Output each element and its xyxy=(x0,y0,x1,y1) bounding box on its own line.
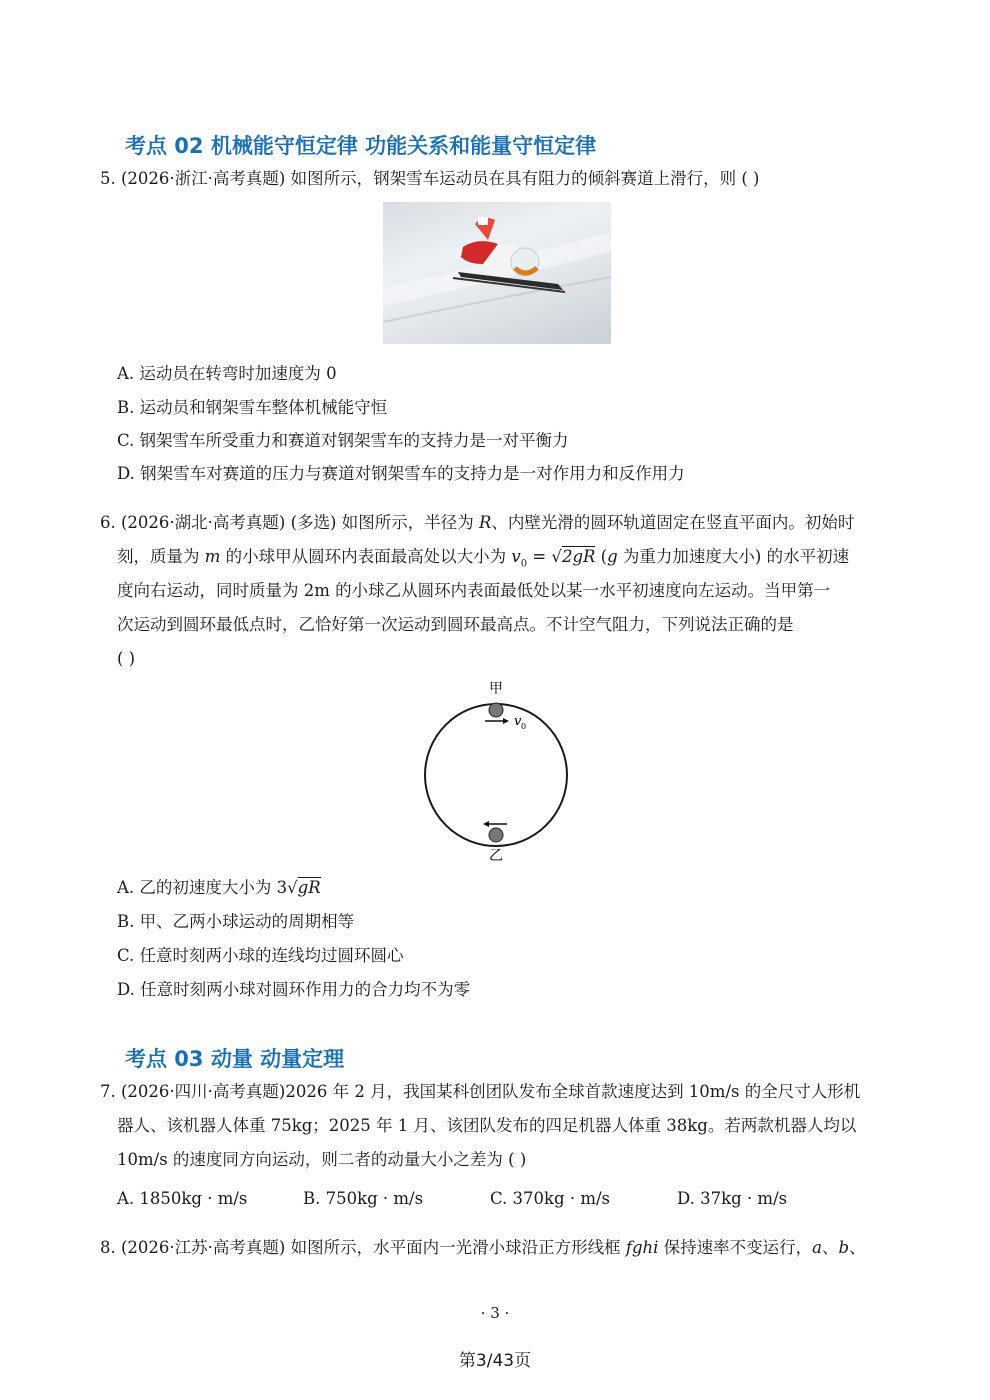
q6-option-a-radicand: gR xyxy=(297,878,321,897)
q6-option-b: B. 甲、乙两小球运动的周期相等 xyxy=(117,912,355,931)
q6-text: 为重力加速度大小) 的水平初速 xyxy=(617,547,850,566)
q6-line-3: 度向右运动，同时质量为 2m 的小球乙从圆环内表面最低处以某一水平初速度向左运动。当甲第一 xyxy=(117,581,831,600)
q8-text: 、 xyxy=(822,1238,839,1257)
label-v0-sub: 0 xyxy=(521,722,527,731)
q6-var-r: R xyxy=(478,513,492,532)
q8-text: 保持速率不变运行， xyxy=(658,1238,813,1257)
section-heading-03: 考点 03 动量 动量定理 xyxy=(125,1047,345,1071)
page-counter: 第3/43页 xyxy=(458,1351,532,1371)
q5-option-a: A. 运动员在转弯时加速度为 0 xyxy=(117,364,337,383)
skeleton-sled-photo xyxy=(383,202,611,344)
q6-option-a-text: A. 乙的初速度大小为 3 xyxy=(117,878,288,897)
q8-var-a: a xyxy=(812,1238,823,1257)
arrowhead-left-icon xyxy=(483,821,489,827)
page-number-mark: · 3 · xyxy=(480,1304,510,1322)
q6-line-2 xyxy=(117,546,849,575)
section-heading-02: 考点 02 机械能守恒定律 功能关系和能量守恒定律 xyxy=(125,134,597,158)
q6-radicand: 2gR xyxy=(561,547,596,566)
q6-text: 的小球甲从圆环内表面最高处以大小为 xyxy=(220,547,512,566)
q8-var-b: b xyxy=(838,1238,850,1257)
arrowhead-right-icon xyxy=(503,718,509,724)
q6-option-a xyxy=(117,877,321,899)
skeleton-athlete-image xyxy=(383,202,611,344)
q6-text: 6. (2026·湖北·高考真题) (多选) 如图所示，半径为 xyxy=(100,513,479,532)
q8-line-1 xyxy=(100,1237,866,1259)
q6-equals-sqrt: = √ xyxy=(527,547,562,566)
q6-line-5: ( ) xyxy=(117,649,136,668)
q8-text: 8. (2026·江苏·高考真题) 如图所示，水平面内一光滑小球沿正方形线框 xyxy=(100,1238,626,1257)
q6-option-d: D. 任意时刻两小球对圆环作用力的合力均不为零 xyxy=(117,980,471,999)
q6-var-v: v xyxy=(511,547,521,566)
q5-option-d: D. 钢架雪车对赛道的压力与赛道对钢架雪车的支持力是一对作用力和反作用力 xyxy=(117,464,685,483)
q5-option-b: B. 运动员和钢架雪车整体机械能守恒 xyxy=(117,398,388,417)
q5-option-c: C. 钢架雪车所受重力和赛道对钢架雪车的支持力是一对平衡力 xyxy=(117,431,569,450)
q7-option-c: C. 370kg · m/s xyxy=(490,1189,610,1208)
q8-text: 、 xyxy=(849,1238,866,1257)
q6-line-4: 次运动到圆环最低点时，乙恰好第一次运动到圆环最高点。不计空气阻力，下列说法正确的是 xyxy=(117,615,794,634)
q6-var-m: m xyxy=(204,547,221,566)
q6-text: 刻，质量为 xyxy=(117,547,205,566)
q8-var-fghi: fghi xyxy=(625,1238,659,1257)
q7-option-a: A. 1850kg · m/s xyxy=(117,1189,248,1208)
q6-text: 、内壁光滑的圆环轨道固定在竖直平面内。初始时 xyxy=(491,513,855,532)
q5-stem: 5. (2026·浙江·高考真题) 如图所示，钢架雪车运动员在具有阻力的倾斜赛道上滑行，则 ( ) xyxy=(100,169,760,188)
label-yi: 乙 xyxy=(489,848,503,864)
q7-line-2: 器人、该机器人体重 75kg；2025 年 1 月、该团队发布的四足机器人体重 38kg。若两款机器人均以 xyxy=(117,1116,857,1135)
label-jia: 甲 xyxy=(489,681,503,697)
q6-subscript: 0 xyxy=(520,558,528,570)
q6-var-g: g xyxy=(607,547,618,566)
circular-track-diagram xyxy=(415,675,580,865)
q7-line-3: 10m/s 的速度同方向运动，则二者的动量大小之差为 ( ) xyxy=(117,1150,527,1169)
q6-text: ( xyxy=(595,547,608,566)
q6-option-c: C. 任意时刻两小球的连线均过圆环圆心 xyxy=(117,946,404,965)
ball-jia xyxy=(489,703,503,717)
sqrt-sign: √ xyxy=(287,878,298,897)
q6-line-1 xyxy=(100,512,854,534)
label-v0: v xyxy=(514,714,522,729)
q7-line-1: 7. (2026·四川·高考真题)2026 年 2 月，我国某科创团队发布全球首款速度达到 10m/s 的全尺寸人形机 xyxy=(100,1082,861,1101)
ball-yi xyxy=(489,828,503,842)
q7-option-d: D. 37kg · m/s xyxy=(677,1189,788,1208)
q7-option-b: B. 750kg · m/s xyxy=(303,1189,424,1208)
